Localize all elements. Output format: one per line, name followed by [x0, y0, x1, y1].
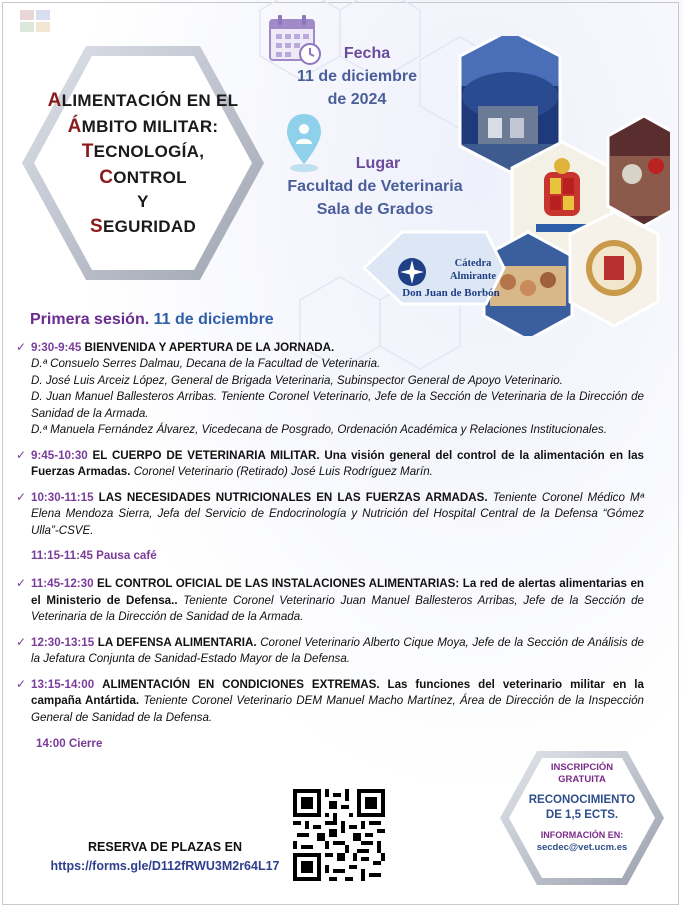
agenda-time: 10:30-11:15: [31, 490, 94, 504]
title-line-2: MBITO MILITAR:: [81, 116, 219, 136]
agenda-heading: LAS NECESIDADES NUTRICIONALES EN LAS FUERZAS ARMADAS.: [98, 490, 488, 504]
corner-logo-icon: [18, 8, 54, 36]
title-line-3: ECNOLOGÍA,: [93, 142, 205, 162]
agenda-heading: ALIMENTACIÓN EN CONDICIONES EXTREMAS. Las funciones del veterinario militar en la campaña Antártida.: [31, 677, 644, 708]
ects-line-5: INFORMACIÓN EN:: [540, 829, 624, 840]
title-line: CONTROL: [99, 166, 187, 188]
catedra-line-2: Almirante: [449, 270, 497, 282]
reservation-block: [20, 838, 310, 877]
agenda-heading: BIENVENIDA Y APERTURA DE LA JORNADA.: [84, 341, 335, 354]
ects-line-2: GRATUITA: [558, 773, 606, 785]
checkmark-icon: ✓: [16, 676, 27, 691]
agenda-speaker: D. José Luis Arceiz López, General de Brigada Veterinaria, Subinspector General de Apoyo Veterinario.: [31, 373, 563, 387]
agenda-speaker: D. Juan Manuel Ballesteros Arribas. Teniente Coronel Veterinario, Jefe de la Sección de Veterinaria de la Dirección de Sanidad de la Armada.: [31, 390, 644, 420]
agenda-speaker: D.ª Manuela Fernández Álvarez, Vicedecana de Posgrado, Ordenación Académica y Relaciones Institucionales.: [31, 423, 607, 437]
title-line: ÁMBITO MILITAR:: [67, 115, 219, 137]
title-line: SEGURIDAD: [89, 215, 197, 237]
fecha-value-1: 11 de diciembre: [296, 68, 418, 86]
agenda-time: 11:45-12:30: [31, 577, 94, 591]
lugar-label: Lugar: [355, 155, 401, 172]
fecha-value-2: de 2024: [327, 91, 387, 109]
session-title: [30, 311, 274, 329]
agenda-heading: LA DEFENSA ALIMENTARIA.: [97, 635, 257, 649]
catedra-line-1: Cátedra: [454, 258, 492, 269]
lugar-value-1: Facultad de Veterinaria: [287, 178, 463, 196]
ects-line-3: RECONOCIMIENTO: [528, 793, 636, 806]
agenda-item: [16, 448, 644, 481]
ects-line-1: INSCRIPCIÓN: [550, 762, 614, 773]
agenda-item: [16, 340, 644, 439]
agenda-item: [16, 677, 644, 726]
agenda: [16, 340, 644, 753]
closing: 14:00 Cierre: [36, 737, 103, 751]
title-line: TECNOLOGÍA,: [81, 141, 205, 163]
agenda-time: 12:30-13:15: [31, 635, 95, 649]
ects-email[interactable]: secdec@vet.ucm.es: [536, 841, 628, 853]
session-date: 11 de diciembre: [153, 311, 274, 328]
catedra-text: [428, 258, 518, 283]
agenda-speaker: Coronel Veterinario (Retirado) José Luis Rodríguez Marín.: [133, 465, 433, 479]
event-title: [38, 88, 248, 239]
agenda-time: 13:15-14:00: [31, 677, 95, 691]
ects-line-4: DE 1,5 ECTS.: [545, 808, 619, 821]
reservation-link[interactable]: https://forms.gle/D112fRWU3M2r64L17: [50, 859, 280, 874]
title-line: ALIMENTACIÓN EN EL: [47, 90, 239, 111]
agenda-time: 9:30-9:45: [31, 341, 82, 354]
agenda-item: [16, 635, 644, 668]
reservation-label: RESERVA DE PLAZAS EN: [88, 840, 242, 854]
fecha-label: Fecha: [343, 45, 391, 62]
checkmark-icon: ✓: [16, 576, 27, 591]
catedra-line-3: Don Juan de Borbón: [402, 287, 500, 299]
title-line-4: ONTROL: [113, 167, 187, 187]
agenda-item: [16, 490, 644, 539]
checkmark-icon: ✓: [16, 447, 27, 462]
title-line-6: EGURIDAD: [102, 216, 197, 236]
title-line: [38, 191, 248, 214]
coffee-break: 11:15-11:45 Pausa café: [31, 548, 157, 562]
agenda-item: [16, 576, 644, 625]
checkmark-icon: ✓: [16, 340, 27, 354]
ects-info: [507, 762, 657, 853]
agenda-heading: EL CONTROL OFICIAL DE LAS INSTALACIONES ALIMENTARIAS: La red de alertas alimentarias en el Ministerio de Defensa..: [31, 577, 644, 607]
agenda-time: 9:45-10:30: [31, 448, 88, 462]
agenda-speaker: Teniente Coronel Médico Mª Elena Mendoza Sierra, Jefa del Servicio de Endocrinología y Nutrición del Hospital Central de la Defensa “Gómez Ulla”-CSVE.: [31, 490, 644, 537]
agenda-heading: EL CUERPO DE VETERINARIA MILITAR. Una visión general del control de la alimentación en las Fuerzas Armadas.: [31, 448, 644, 479]
agenda-speaker: Teniente Coronel Veterinario Juan Manuel Ballesteros Arribas, Jefe de la Sección de Veterinaria de la Dirección de Sanidad de la Armada.: [31, 593, 644, 624]
title-line-1: LIMENTACIÓN EN EL: [61, 91, 239, 110]
checkmark-icon: ✓: [16, 634, 27, 649]
catedra-compass-icon: [398, 258, 426, 286]
agenda-speaker: Coronel Veterinario Alberto Cique Moya, Jefe de la Sección de Análisis de la Jefatura Conjunta de Sanidad-Estado Mayor de la Defensa.: [31, 635, 645, 666]
session-label: Primera sesión.: [30, 311, 150, 328]
agenda-speaker: Teniente Coronel Veterinario DEM Manuel Macho Martínez, Área de Dirección de la Inspección General de Sanidad de la Defensa.: [31, 694, 644, 724]
lugar-value-2: Sala de Grados: [316, 201, 434, 219]
agenda-speaker: D.ª Consuelo Serres Dalmau, Decana de la Facultad de Veterinaria.: [31, 357, 381, 371]
checkmark-icon: ✓: [16, 489, 27, 504]
title-line-5: Y: [137, 191, 149, 211]
